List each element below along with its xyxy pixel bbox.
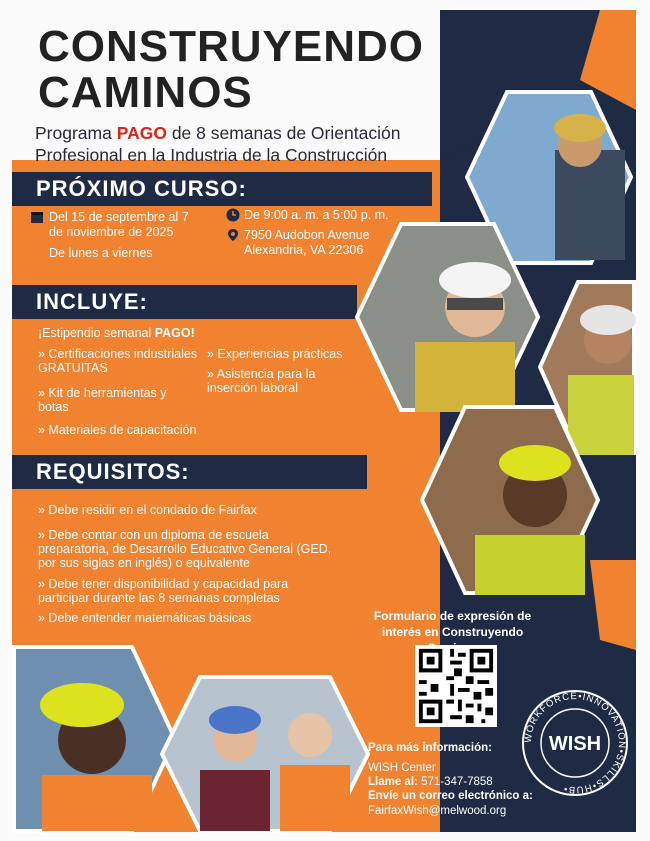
course-dates: Del 15 de septembre al 7 de noviembre de 2025 — [49, 210, 189, 239]
logo-center-text: WISH — [548, 733, 602, 755]
requirement-item: » Debe entender matemáticas básicas — [38, 611, 252, 625]
include-item: » Materiales de capacitación — [38, 423, 197, 437]
address-line-1: 7950 Audobon Avenue — [244, 228, 370, 242]
stipend-line — [38, 326, 195, 340]
worker-photo-6 — [160, 675, 370, 833]
stipend-bold: PAGO! — [154, 326, 195, 340]
requirement-item: » Debe contar con un diploma de escuela preparatoria, de Desarrollo Educativo General (GED, por sus siglas en inglés) o equivalente — [38, 528, 332, 570]
include-item: » Kit de herramientas y botas — [38, 386, 167, 414]
wish-logo — [520, 688, 630, 798]
contact-heading: Para más información: — [368, 742, 492, 754]
logo-ring-text: WORKFORCE•INNOVATION•SKILLS•HUB• — [522, 690, 628, 796]
title-line-1: CONSTRUYENDO — [38, 22, 425, 71]
email-label: Envíe un correo electrónico a: — [368, 790, 533, 802]
subtitle-pago: PAGO — [116, 123, 167, 143]
stipend-text: ¡Estipendio semanal — [38, 326, 155, 340]
course-time: De 9:00 a. m. a 5:00 p. m. — [244, 208, 389, 222]
worker-photo-4 — [420, 405, 600, 595]
address-line-2: Alexandria, VA 22306 — [244, 243, 364, 257]
title-line-2: CAMINOS — [38, 68, 253, 117]
course-days: De lunes a viernes — [49, 246, 153, 260]
flyer-subtitle — [35, 122, 435, 166]
requisitos-heading: REQUISITOS: — [36, 459, 190, 484]
proximo-heading: PRÓXIMO CURSO: — [36, 176, 247, 201]
flyer-title — [38, 24, 424, 116]
include-item: » Experiencias prácticas — [207, 347, 343, 361]
calendar-icon — [30, 210, 44, 224]
incluye-heading: INCLUYE: — [36, 289, 148, 314]
email-address[interactable]: FairfaxWish@melwood.org — [368, 805, 507, 817]
phone-number[interactable]: 571-347-7858 — [421, 776, 493, 788]
contact-center: WISH Center — [368, 762, 436, 774]
clock-icon — [226, 208, 240, 222]
phone-label: Llame al: — [368, 776, 418, 788]
subtitle-post: de 8 semanas de Orientación Profesional en la Industria de la Construcción — [35, 123, 401, 165]
worker-photo-5 — [12, 645, 177, 833]
requirement-item: » Debe residir en el condado de Fairfax — [38, 503, 257, 517]
contact-phone-line — [368, 775, 493, 790]
worker-photo-2 — [355, 222, 540, 412]
subtitle-pre: Programa — [35, 123, 117, 143]
qr-title: Formulario de expresión de interés en Construyendo — [373, 609, 532, 639]
qr-code[interactable] — [415, 645, 497, 727]
requirement-item: » Debe tener disponibilidad y capacidad para participar durante las 8 semanas completas — [38, 577, 289, 605]
include-item: » Asistencia para la inserción laboral — [207, 367, 316, 395]
location-pin-icon — [226, 228, 240, 242]
include-item: » Certificaciones industriales GRATUITAS — [38, 347, 198, 375]
